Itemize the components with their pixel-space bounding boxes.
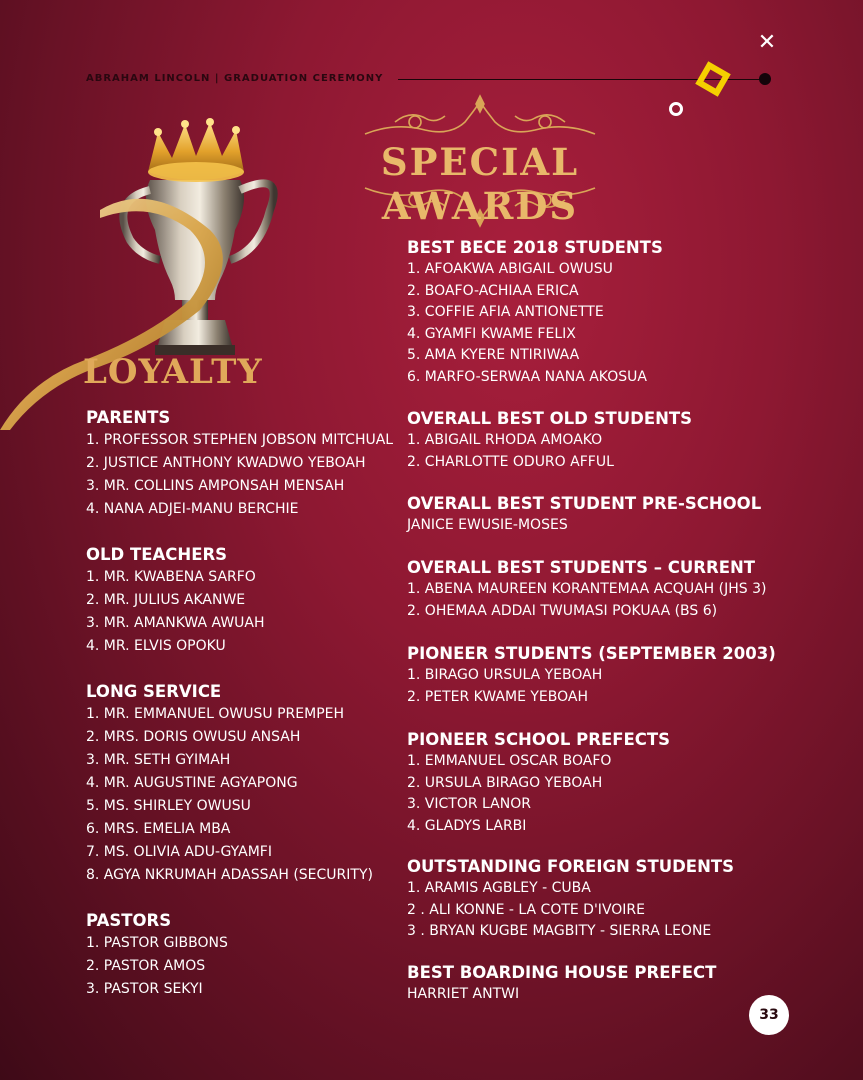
list-item: 4. MR. ELVIS OPOKU [86, 638, 226, 654]
section-heading: PIONEER STUDENTS (SEPTEMBER 2003) [407, 644, 776, 663]
close-icon[interactable]: ✕ [757, 30, 777, 55]
section-best-bece [407, 237, 663, 388]
list-item: 1. MR. EMMANUEL OWUSU PREMPEH [86, 706, 345, 722]
section-pastors [86, 910, 228, 1001]
list-item: 4. MR. AUGUSTINE AGYAPONG [86, 775, 298, 791]
section-heading: OLD TEACHERS [86, 545, 228, 564]
section-pioneer-students [407, 643, 776, 708]
list-item: JANICE EWUSIE-MOSES [407, 517, 568, 533]
list-item: 2. CHARLOTTE ODURO AFFUL [407, 453, 614, 470]
header-dot [759, 73, 771, 85]
list-item: 2. BOAFO-ACHIAA ERICA [407, 282, 579, 299]
section-heading: LONG SERVICE [86, 682, 222, 701]
list-item: 2. PETER KWAME YEBOAH [407, 688, 589, 705]
list-item: 2. URSULA BIRAGO YEBOAH [407, 774, 603, 791]
section-heading: BEST BECE 2018 STUDENTS [407, 238, 663, 257]
list-item: 3. MR. AMANKWA AWUAH [86, 615, 265, 631]
section-heading: BEST BOARDING HOUSE PREFECT [407, 963, 717, 982]
list-item: 5. AMA KYERE NTIRIWAA [407, 347, 580, 363]
list-item: 1. ABENA MAUREEN KORANTEMAA ACQUAH (JHS 3) [407, 581, 767, 597]
list-item: 3 . BRYAN KUGBE MAGBITY - SIERRA LEONE [407, 923, 712, 939]
list-item: 2. JUSTICE ANTHONY KWADWO YEBOAH [86, 455, 366, 471]
list-item: 1. PASTOR GIBBONS [86, 935, 228, 951]
list-item: 1. AFOAKWA ABIGAIL OWUSU [407, 261, 613, 277]
list-item: 4. GYAMFI KWAME FELIX [407, 325, 576, 342]
section-heading: OUTSTANDING FOREIGN STUDENTS [407, 857, 735, 876]
list-item: 1. ABIGAIL RHODA AMOAKO [407, 432, 603, 448]
list-item: 2. MRS. DORIS OWUSU ANSAH [86, 729, 301, 745]
list-item: 8. AGYA NKRUMAH ADASSAH (SECURITY) [86, 867, 373, 883]
list-item: 3. PASTOR SEKYI [86, 981, 203, 997]
list-item: 6. MARFO-SERWAA NANA AKOSUA [407, 368, 647, 385]
list-item: 1. EMMANUEL OSCAR BOAFO [407, 753, 612, 769]
list-item: 4. GLADYS LARBI [407, 817, 527, 834]
header-text: ABRAHAM LINCOLN | GRADUATION CEREMONY [86, 73, 384, 84]
section-heading: OVERALL BEST STUDENTS – CURRENT [407, 558, 756, 577]
list-item: 2. MR. JULIUS AKANWE [86, 592, 246, 608]
section-foreign-students [407, 856, 734, 943]
list-item: 6. MRS. EMELIA MBA [86, 821, 231, 837]
list-item: 1. PROFESSOR STEPHEN JOBSON MITCHUAL [86, 432, 394, 448]
section-heading: PARENTS [86, 408, 171, 427]
section-old-teachers [86, 544, 265, 658]
list-item: 3. VICTOR LANOR [407, 796, 531, 812]
section-boarding-prefect [407, 962, 716, 1006]
list-item: HARRIET ANTWI [407, 986, 520, 1002]
section-heading: OVERALL BEST STUDENT PRE-SCHOOL [407, 494, 762, 513]
section-heading: PIONEER SCHOOL PREFECTS [407, 730, 671, 749]
section-heading: OVERALL BEST OLD STUDENTS [407, 409, 693, 428]
list-item: 1. ARAMIS AGBLEY - CUBA [407, 880, 591, 896]
list-item: 3. MR. SETH GYIMAH [86, 752, 231, 768]
list-item: 7. MS. OLIVIA ADU-GYAMFI [86, 844, 272, 860]
loyalty-heading: LOYALTY [83, 352, 263, 392]
section-best-current [407, 557, 766, 622]
list-item: 5. MS. SHIRLEY OWUSU [86, 798, 251, 814]
ring-decoration [669, 102, 683, 116]
list-item: 3. MR. COLLINS AMPONSAH MENSAH [86, 478, 345, 494]
ornament-top [355, 92, 605, 142]
list-item: 1. MR. KWABENA SARFO [86, 569, 256, 585]
section-best-pre-school [407, 493, 761, 537]
list-item: 4. NANA ADJEI-MANU BERCHIE [86, 501, 299, 517]
list-item: 2. OHEMAA ADDAI TWUMASI POKUAA (BS 6) [407, 602, 718, 619]
section-parents [86, 407, 393, 521]
list-item: 2. PASTOR AMOS [86, 958, 206, 974]
section-long-service [86, 681, 373, 887]
list-item: 3. COFFIE AFIA ANTIONETTE [407, 304, 604, 320]
diamond-decoration [695, 61, 731, 97]
list-item: 1. BIRAGO URSULA YEBOAH [407, 667, 603, 683]
section-pioneer-prefects [407, 729, 670, 837]
list-item: 2 . ALI KONNE - LA COTE D'IVOIRE [407, 901, 645, 918]
page-number: 33 [749, 995, 789, 1035]
section-best-old-students [407, 408, 692, 473]
page-title: SPECIAL AWARDS [380, 140, 580, 228]
section-heading: PASTORS [86, 911, 172, 930]
